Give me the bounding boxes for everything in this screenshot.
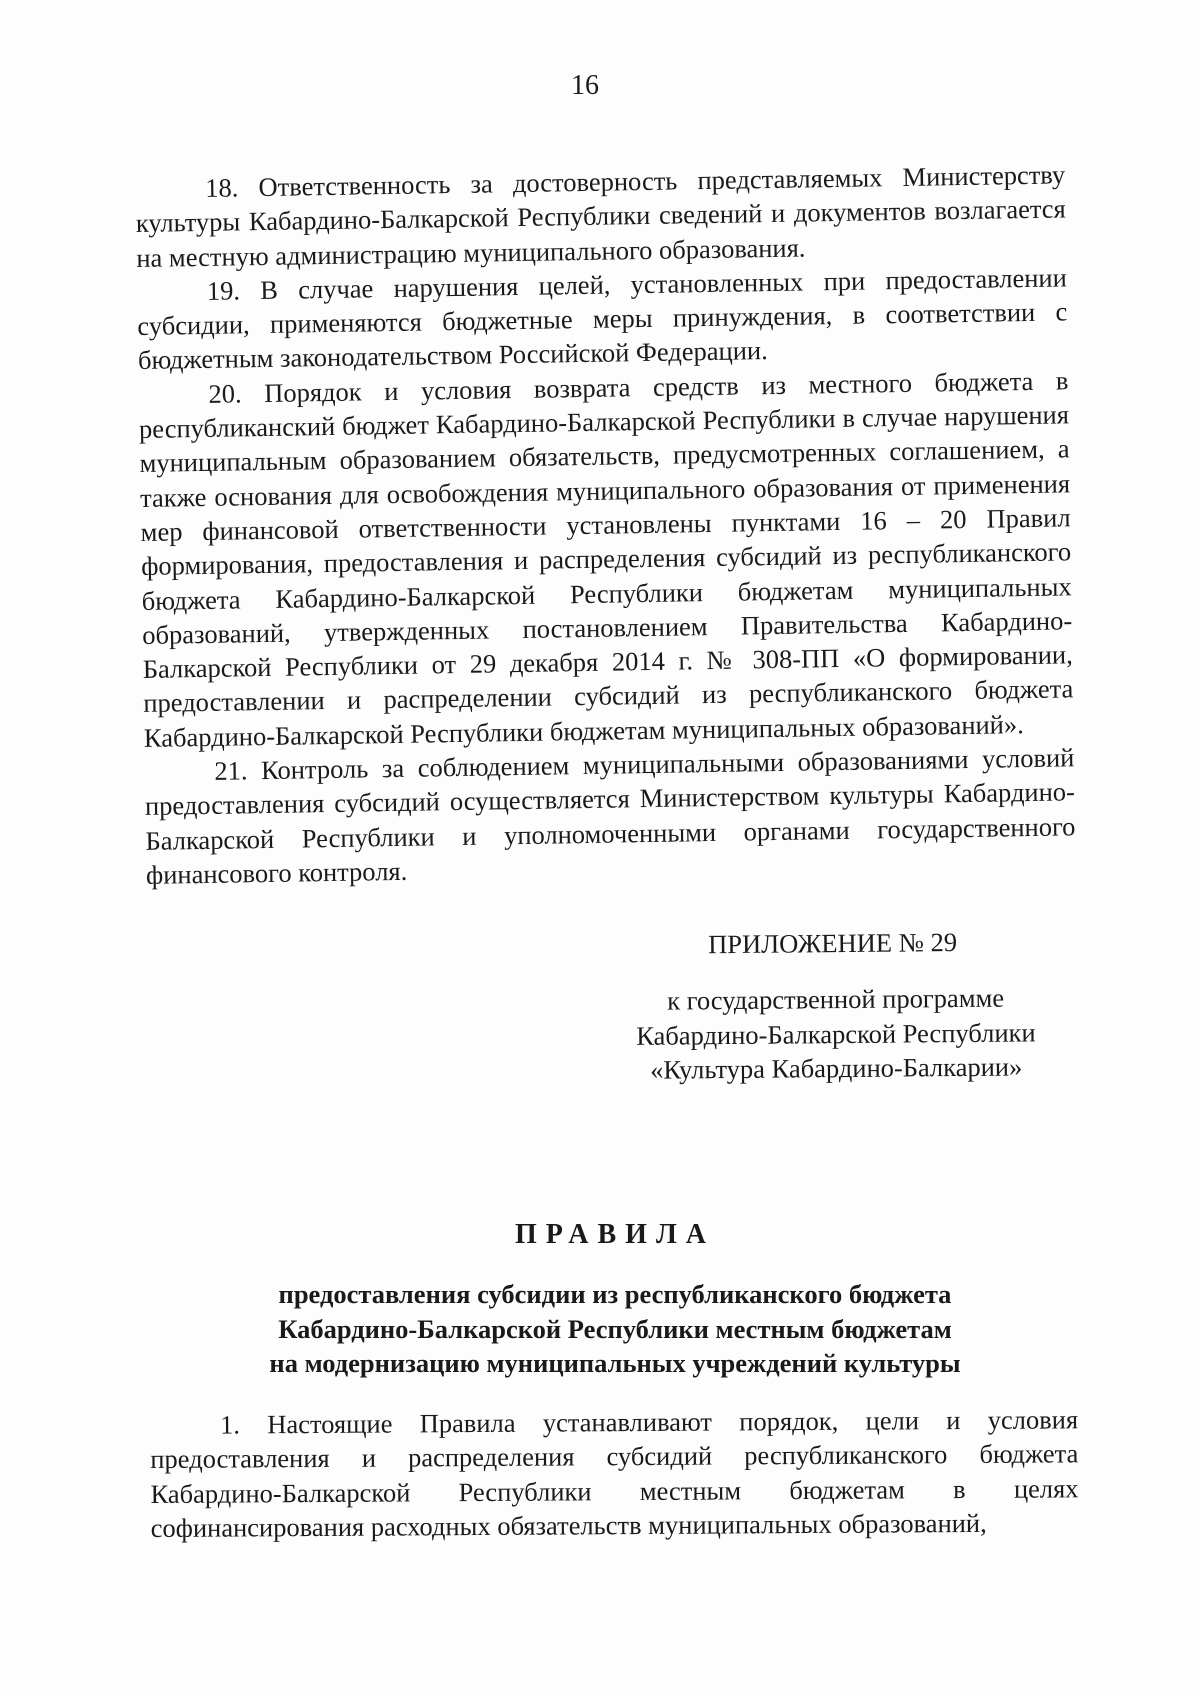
- paragraph-1: 1. Настоящие Правила устанавливают порядок, цели и условия предоставления и распределения субсидий республиканского бюджета Кабардино-Балкарской Республики местным бюджетам в целях софинансирования расходных обязательств муниципальных образований,: [150, 1404, 1079, 1543]
- paragraph-21: 21. Контроль за соблюдением муниципальными образованиями условий предоставления субсидий осуществляется Министерством культуры Кабардино-Балкарской Республики и уполномоченными органами государственного финансового контроля.: [144, 742, 1076, 890]
- appendix-line: Кабардино-Балкарской Республики: [636, 1016, 1036, 1051]
- page-number: 16: [571, 70, 599, 101]
- upper-text-block: [135, 157, 1076, 892]
- paragraph-20: 20. Порядок и условия возврата средств из местного бюджета в республиканский бюджет Кабардино-Балкарской Республики в случае нарушения муниципальным образованием обязательств, предусмотренных соглашением, а также основания для освобождения муниципального образования от применения мер финансовой ответственности установлены пунктами 16 – 20 Правил формирования, предоставления и распределения субсидий из республиканского бюджета Кабардино-Балкарской Республики бюджетам муниципальных образований, утвержденных постановлением Правительства Кабардино-Балкарской Республики от 29 декабря 2014 г. № 308-ПП «О формировании, предоставлении и распределении субсидий из республиканского бюджета Кабардино-Балкарской Республики бюджетам муниципальных образований».: [138, 365, 1074, 753]
- appendix-title: ПРИЛОЖЕНИЕ № 29: [708, 927, 958, 960]
- appendix-line: к государственной программе: [667, 982, 1005, 1016]
- appendix-block: [620, 924, 1051, 1087]
- rules-subtitle-line: Кабардино-Балкарской Республики местным бюджетам: [278, 1313, 952, 1344]
- appendix-line: «Культура Кабардино-Балкарии»: [650, 1051, 1023, 1085]
- rules-heading-block: [150, 1215, 1080, 1381]
- rules-subtitle-line: на модернизацию муниципальных учреждений культуры: [269, 1348, 961, 1378]
- rules-title: ПРАВИЛА: [514, 1219, 716, 1250]
- paragraph-18: 18. Ответственность за достоверность представляемых Министерству культуры Кабардино-Балкарской Республики сведений и документов возлагается на местную администрацию муниципального образования.: [135, 159, 1066, 273]
- paragraph-19: 19. В случае нарушения целей, установленных при предоставлении субсидии, применяются бюджетные меры принуждения, в соответствии с бюджетным законодательством Российской Федерации.: [137, 262, 1068, 376]
- rules-subtitle-line: предоставления субсидии из республиканского бюджета: [278, 1279, 952, 1309]
- lower-text-block: [150, 1402, 1079, 1545]
